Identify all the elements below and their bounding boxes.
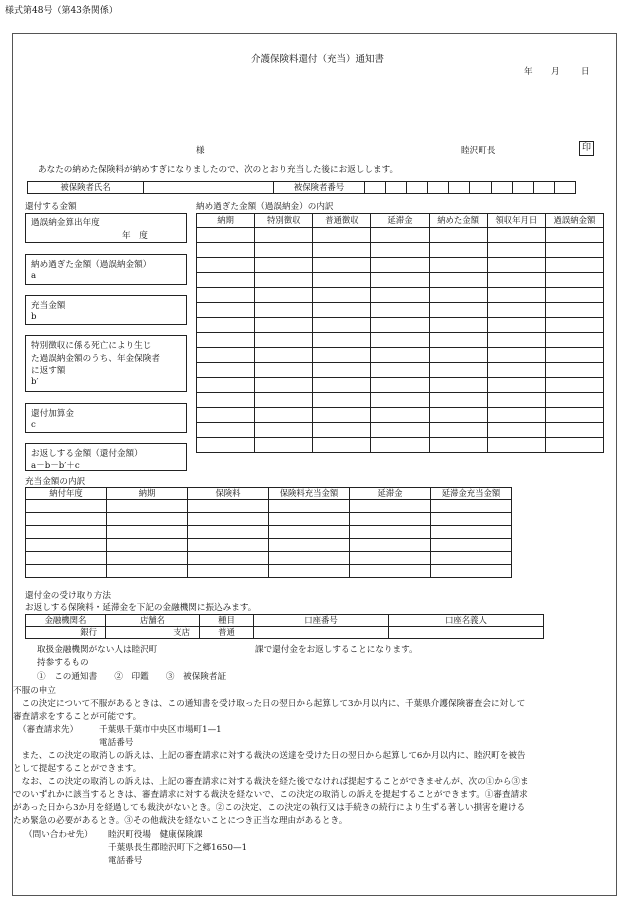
table-cell[interactable] — [197, 333, 255, 348]
col-header: 領収年月日 — [487, 214, 545, 228]
review-destination-phone: 電話番号 — [99, 738, 134, 748]
table-cell[interactable] — [255, 348, 313, 363]
table-cell[interactable] — [313, 348, 371, 363]
overpaid-section-label: 納め過ぎた金額（過誤納金）の内訳 — [196, 202, 334, 212]
table-cell[interactable] — [429, 243, 487, 258]
table-cell[interactable] — [371, 273, 429, 288]
bank-name-value[interactable]: 銀行 — [26, 627, 106, 639]
refund-section-label: 還付する金額 — [25, 202, 77, 212]
table-cell[interactable] — [371, 318, 429, 333]
table-cell[interactable] — [197, 393, 255, 408]
appropriation-breakdown-label: 充当金額の内訳 — [25, 477, 86, 487]
table-cell[interactable] — [487, 408, 545, 423]
inquiry-phone: 電話番号 — [108, 856, 143, 866]
table-cell[interactable] — [350, 539, 431, 552]
table-cell[interactable] — [313, 258, 371, 273]
table-cell[interactable] — [197, 273, 255, 288]
table-cell[interactable] — [269, 526, 350, 539]
table-cell[interactable] — [431, 552, 512, 565]
table-row — [197, 363, 604, 378]
account-type-header: 種目 — [200, 615, 254, 627]
pension-return-line1: 特別徴収に係る死亡により生じ — [31, 341, 152, 351]
table-cell[interactable] — [371, 288, 429, 303]
table-cell[interactable] — [350, 513, 431, 526]
table-cell[interactable] — [107, 539, 188, 552]
refund-addition-label: 還付加算金 — [31, 409, 74, 419]
insured-number-digit[interactable] — [386, 182, 407, 194]
insured-name-label: 被保険者氏名 — [28, 182, 144, 194]
account-type-value[interactable]: 普通 — [200, 627, 254, 639]
table-cell[interactable] — [313, 333, 371, 348]
table-cell[interactable] — [188, 552, 269, 565]
inquiry-office: 睦沢町役場 健康保険課 — [108, 830, 203, 840]
table-cell[interactable] — [188, 513, 269, 526]
table-row — [26, 565, 512, 578]
table-cell[interactable] — [545, 423, 603, 438]
table-cell[interactable] — [487, 393, 545, 408]
objection-para2-b: として提起することができます。 — [13, 764, 142, 774]
col-header: 納期 — [197, 214, 255, 228]
objection-para3-c: があった日から3か月を経過しても裁決がないとき。②この決定、この決定の執行又は手続きの続行により生ずる著しい損害を避ける — [13, 803, 526, 813]
table-cell[interactable] — [255, 258, 313, 273]
table-cell[interactable] — [269, 552, 350, 565]
table-cell[interactable] — [371, 408, 429, 423]
table-cell[interactable] — [429, 363, 487, 378]
seal-box: 印 — [579, 141, 594, 156]
bring-items-label: 持参するもの — [37, 658, 89, 668]
objection-para3-b: でのいずれかに該当するときは、審査請求に対する裁決を経ないで、この決定の取消しの訴えを提起することができます。①審査請求 — [13, 790, 528, 800]
table-cell[interactable] — [545, 273, 603, 288]
objection-para1-b: 審査請求をすることが可能です。 — [13, 712, 142, 722]
insured-number-digit[interactable] — [491, 182, 512, 194]
date-month: 月 — [551, 67, 560, 77]
appropriation-breakdown-table — [25, 487, 512, 578]
table-cell[interactable] — [545, 393, 603, 408]
appropriation-rows — [26, 500, 512, 578]
refund-addition-box — [25, 403, 187, 433]
table-cell[interactable] — [313, 288, 371, 303]
table-cell[interactable] — [313, 273, 371, 288]
table-cell[interactable] — [429, 303, 487, 318]
table-cell[interactable] — [350, 565, 431, 578]
pension-return-symbol: b′ — [31, 377, 39, 387]
table-cell[interactable] — [197, 288, 255, 303]
table-cell[interactable] — [26, 565, 107, 578]
table-cell[interactable] — [487, 423, 545, 438]
table-cell[interactable] — [429, 423, 487, 438]
table-cell[interactable] — [487, 348, 545, 363]
table-cell[interactable] — [188, 526, 269, 539]
inquiry-address: 千葉県長生郡睦沢町下之郷1650—1 — [108, 843, 248, 853]
table-cell[interactable] — [107, 513, 188, 526]
col-header: 過誤納金額 — [545, 214, 603, 228]
account-holder-header: 口座名義人 — [389, 615, 544, 627]
objection-para3-d: ため緊急の必要があるとき。③その他裁決を経ないことにつき正当な理由があるとき。 — [13, 816, 348, 826]
table-cell[interactable] — [487, 288, 545, 303]
table-cell[interactable] — [313, 438, 371, 453]
table-row — [26, 539, 512, 552]
doc-title: 介護保険料還付（充当）通知書 — [251, 54, 385, 65]
refund-addition-symbol: c — [31, 420, 36, 430]
insured-number-digit[interactable] — [554, 182, 575, 194]
table-cell[interactable] — [429, 258, 487, 273]
appropriation-amount-box — [25, 295, 187, 325]
table-cell[interactable] — [107, 526, 188, 539]
table-cell[interactable] — [188, 565, 269, 578]
table-cell[interactable] — [197, 408, 255, 423]
table-cell[interactable] — [545, 258, 603, 273]
objection-para1-a: この決定について不服があるときは、この通知書を受け取った日の翌日から起算して3か月以内に、千葉県介護保険審査会に対して — [13, 699, 526, 709]
table-cell[interactable] — [255, 408, 313, 423]
table-cell[interactable] — [313, 303, 371, 318]
pension-return-line2: た過誤納金額のうち、年金保険者 — [31, 354, 160, 364]
table-cell[interactable] — [371, 363, 429, 378]
table-cell[interactable] — [545, 228, 603, 243]
table-cell[interactable] — [429, 408, 487, 423]
table-cell[interactable] — [26, 513, 107, 526]
branch-name-value[interactable]: 支店 — [106, 627, 200, 639]
col-header: 納付年度 — [26, 488, 107, 500]
table-cell[interactable] — [431, 526, 512, 539]
bring-items-list: ① この通知書 ② 印鑑 ③ 被保険者証 — [37, 672, 227, 682]
table-cell[interactable] — [545, 318, 603, 333]
table-cell[interactable] — [487, 438, 545, 453]
table-cell[interactable] — [255, 288, 313, 303]
table-cell[interactable] — [188, 500, 269, 513]
calc-year-unit: 年 度 — [122, 231, 148, 241]
table-row — [26, 513, 512, 526]
table-cell[interactable] — [429, 333, 487, 348]
table-row — [197, 393, 604, 408]
table-cell[interactable] — [487, 303, 545, 318]
table-row — [197, 303, 604, 318]
overpaid-amount-label: 納め過ぎた金額（過誤納金額） — [31, 260, 152, 270]
table-cell[interactable] — [107, 565, 188, 578]
table-cell[interactable] — [255, 273, 313, 288]
insured-number-digit[interactable] — [449, 182, 470, 194]
table-cell[interactable] — [545, 378, 603, 393]
table-row — [197, 333, 604, 348]
table-cell[interactable] — [350, 500, 431, 513]
col-header: 納めた金額 — [429, 214, 487, 228]
insured-number-label: 被保険者番号 — [274, 182, 365, 194]
table-cell[interactable] — [371, 348, 429, 363]
branch-name-header: 店舗名 — [106, 615, 200, 627]
table-cell[interactable] — [313, 228, 371, 243]
table-cell[interactable] — [545, 438, 603, 453]
table-cell[interactable] — [350, 526, 431, 539]
bank-table — [25, 614, 544, 639]
overpaid-rows — [197, 228, 604, 453]
table-cell[interactable] — [313, 318, 371, 333]
table-cell[interactable] — [371, 258, 429, 273]
table-cell[interactable] — [431, 539, 512, 552]
objection-para3-a: なお、この決定の取消しの訴えは、上記の審査請求に対する裁決を経た後でなければ提起することができませんが、次の①から③ま — [13, 777, 529, 787]
review-destination-label: （審査請求先） — [18, 725, 79, 735]
col-header: 普通徴収 — [313, 214, 371, 228]
table-cell[interactable] — [197, 258, 255, 273]
table-cell[interactable] — [487, 258, 545, 273]
date-day: 日 — [581, 67, 590, 77]
table-cell[interactable] — [255, 423, 313, 438]
table-cell[interactable] — [429, 378, 487, 393]
table-cell[interactable] — [429, 318, 487, 333]
table-cell[interactable] — [255, 393, 313, 408]
table-cell[interactable] — [371, 243, 429, 258]
insured-number-digit[interactable] — [533, 182, 554, 194]
table-cell[interactable] — [431, 565, 512, 578]
table-cell[interactable] — [197, 348, 255, 363]
pension-return-box — [25, 335, 187, 392]
pension-return-line3: に返す額 — [31, 366, 66, 376]
refund-total-label: お返しする金額（還付金額） — [31, 449, 143, 459]
table-row — [197, 438, 604, 453]
table-cell[interactable] — [487, 318, 545, 333]
table-cell[interactable] — [313, 423, 371, 438]
table-cell[interactable] — [269, 513, 350, 526]
table-row — [197, 228, 604, 243]
table-cell[interactable] — [487, 363, 545, 378]
insured-number-digit[interactable] — [428, 182, 449, 194]
table-cell[interactable] — [188, 539, 269, 552]
table-cell[interactable] — [429, 228, 487, 243]
table-cell[interactable] — [487, 243, 545, 258]
issuer: 睦沢町長 — [461, 146, 496, 156]
insured-number-digit[interactable] — [470, 182, 491, 194]
table-cell[interactable] — [431, 513, 512, 526]
table-cell[interactable] — [26, 526, 107, 539]
overpaid-breakdown-table — [196, 213, 604, 453]
table-cell[interactable] — [429, 438, 487, 453]
table-row — [26, 526, 512, 539]
inquiry-label: （問い合わせ先） — [24, 830, 93, 840]
review-destination-address: 千葉県千葉市中央区市場町1—1 — [99, 725, 222, 735]
table-cell[interactable] — [350, 552, 431, 565]
form-number: 様式第48号（第43条関係） — [5, 6, 118, 16]
table-cell[interactable] — [545, 408, 603, 423]
table-cell[interactable] — [545, 243, 603, 258]
table-cell[interactable] — [545, 363, 603, 378]
appropriation-amount-symbol: b — [31, 312, 37, 322]
table-row — [197, 273, 604, 288]
table-cell[interactable] — [107, 500, 188, 513]
insured-name-value[interactable] — [144, 182, 274, 194]
table-cell[interactable] — [255, 243, 313, 258]
table-cell[interactable] — [429, 288, 487, 303]
table-cell[interactable] — [313, 378, 371, 393]
table-row — [197, 318, 604, 333]
table-row — [197, 423, 604, 438]
addressee-suffix: 様 — [196, 146, 205, 156]
table-cell[interactable] — [197, 378, 255, 393]
col-header: 納期 — [107, 488, 188, 500]
calc-year-box — [25, 213, 187, 243]
table-cell[interactable] — [255, 318, 313, 333]
table-cell[interactable] — [545, 288, 603, 303]
table-cell[interactable] — [197, 363, 255, 378]
col-header: 保険料充当金額 — [269, 488, 350, 500]
table-cell[interactable] — [255, 363, 313, 378]
col-header: 延滞金 — [371, 214, 429, 228]
account-number-header: 口座番号 — [254, 615, 389, 627]
insured-info-table — [27, 181, 576, 194]
table-cell[interactable] — [26, 539, 107, 552]
appropriation-amount-label: 充当金額 — [31, 301, 66, 311]
table-cell[interactable] — [269, 500, 350, 513]
table-cell[interactable] — [429, 393, 487, 408]
table-cell[interactable] — [26, 552, 107, 565]
calc-year-label: 過誤納金算出年度 — [31, 218, 100, 228]
table-cell[interactable] — [487, 333, 545, 348]
overpaid-amount-box — [25, 254, 187, 285]
table-row — [197, 378, 604, 393]
table-row — [197, 348, 604, 363]
table-cell[interactable] — [313, 393, 371, 408]
table-row — [26, 500, 512, 513]
date-year: 年 — [524, 67, 533, 77]
insured-number-digit[interactable] — [407, 182, 428, 194]
insured-number-digit[interactable] — [512, 182, 533, 194]
table-cell[interactable] — [545, 333, 603, 348]
account-number-value[interactable] — [254, 627, 389, 639]
table-row — [197, 288, 604, 303]
no-bank-text-1: 取扱金融機関がない人は睦沢町 — [37, 645, 158, 655]
table-cell[interactable] — [371, 228, 429, 243]
table-cell[interactable] — [269, 539, 350, 552]
col-header: 保険料 — [188, 488, 269, 500]
refund-total-formula: a－b－b′＋c — [31, 461, 80, 471]
table-cell[interactable] — [255, 438, 313, 453]
table-cell[interactable] — [197, 303, 255, 318]
table-row — [197, 258, 604, 273]
table-cell[interactable] — [197, 243, 255, 258]
table-cell[interactable] — [255, 333, 313, 348]
table-cell[interactable] — [197, 423, 255, 438]
table-cell[interactable] — [107, 552, 188, 565]
table-cell[interactable] — [545, 303, 603, 318]
table-row — [26, 552, 512, 565]
insured-number-digit[interactable] — [365, 182, 386, 194]
table-cell[interactable] — [197, 228, 255, 243]
table-cell[interactable] — [487, 378, 545, 393]
table-cell[interactable] — [431, 500, 512, 513]
table-cell[interactable] — [313, 408, 371, 423]
objection-para2-a: また、この決定の取消しの訴えは、上記の審査請求に対する裁決の送達を受けた日の翌日から起算して6か月以内に、睦沢町を被告 — [13, 751, 526, 761]
table-cell[interactable] — [197, 318, 255, 333]
table-cell[interactable] — [313, 243, 371, 258]
table-cell[interactable] — [371, 438, 429, 453]
table-row — [197, 243, 604, 258]
account-holder-value[interactable] — [389, 627, 544, 639]
table-cell[interactable] — [487, 273, 545, 288]
table-cell[interactable] — [371, 423, 429, 438]
col-header: 特別徴収 — [255, 214, 313, 228]
table-cell[interactable] — [545, 348, 603, 363]
receipt-method-title: 還付金の受け取り方法 — [25, 591, 111, 601]
receipt-method-text: お返しする保険料・延滞金を下記の金融機関に振込みます。 — [25, 603, 257, 613]
table-cell[interactable] — [255, 378, 313, 393]
no-bank-text-2: 課で還付金をお返しすることになります。 — [255, 645, 418, 655]
overpaid-amount-symbol: a — [31, 271, 37, 281]
table-cell[interactable] — [255, 228, 313, 243]
table-cell[interactable] — [371, 303, 429, 318]
table-row — [197, 408, 604, 423]
bank-name-header: 金融機関名 — [26, 615, 106, 627]
col-header: 延滞金充当金額 — [431, 488, 512, 500]
col-header: 延滞金 — [350, 488, 431, 500]
intro-text: あなたの納めた保険料が納めすぎになりましたので、次のとおり充当した後にお返しします。 — [38, 165, 399, 175]
table-cell[interactable] — [487, 228, 545, 243]
table-cell[interactable] — [371, 378, 429, 393]
objection-title: 不服の申立 — [13, 686, 56, 696]
table-cell[interactable] — [371, 333, 429, 348]
table-cell[interactable] — [429, 348, 487, 363]
table-cell[interactable] — [26, 500, 107, 513]
table-cell[interactable] — [371, 393, 429, 408]
table-cell[interactable] — [313, 363, 371, 378]
table-cell[interactable] — [197, 438, 255, 453]
refund-total-box — [25, 443, 187, 471]
table-cell[interactable] — [255, 303, 313, 318]
table-cell[interactable] — [269, 565, 350, 578]
table-cell[interactable] — [429, 273, 487, 288]
